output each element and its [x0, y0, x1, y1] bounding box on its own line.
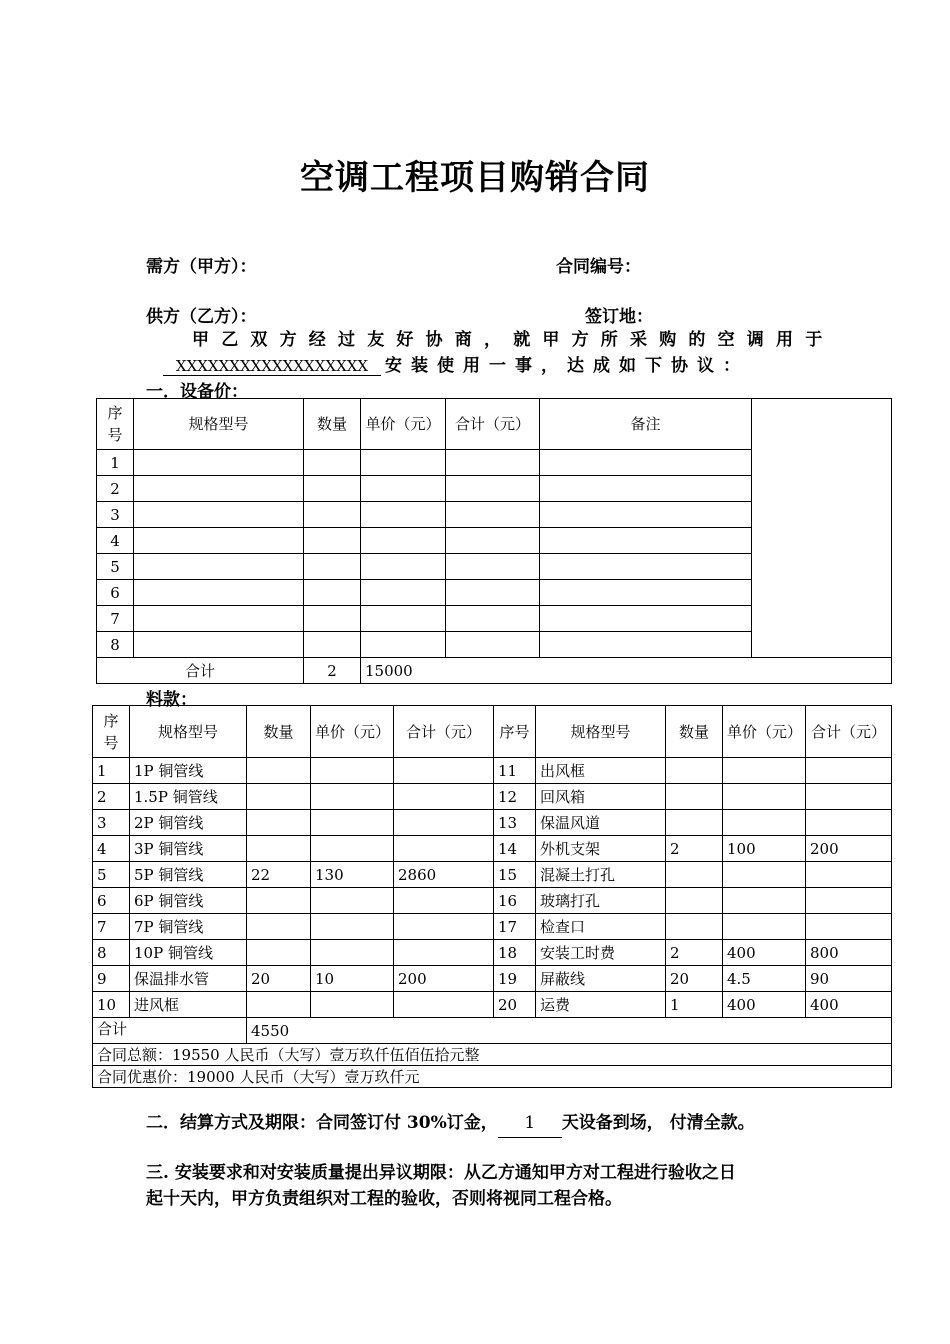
table-row [93, 914, 892, 940]
materials-left-price-cell [311, 810, 394, 836]
materials-header-unit-price: 单价（元） [311, 706, 394, 758]
materials-right-price-cell: 100 [723, 836, 806, 862]
settlement-line [146, 1109, 755, 1138]
equipment-seq: 2 [97, 476, 134, 502]
settlement-days: 1 [498, 1109, 562, 1138]
materials-header-qty: 数量 [247, 706, 311, 758]
equipment-seq: 6 [97, 580, 134, 606]
materials-right-total-cell [806, 784, 892, 810]
materials-left-qty-cell [247, 888, 311, 914]
materials-left-qty-cell [247, 836, 311, 862]
equipment-sum-total: 15000 [361, 658, 892, 684]
seller-label: 供方（乙方）： [146, 307, 257, 327]
materials-left-qty-cell [247, 758, 311, 784]
materials-left-spec-cell: 5P 铜管线 [130, 862, 247, 888]
materials-left-price-cell [311, 914, 394, 940]
materials-right-qty-cell [666, 862, 723, 888]
materials-left-qty-cell [247, 940, 311, 966]
materials-right-price-cell: 400 [723, 992, 806, 1018]
materials-right-spec-cell: 出风框 [536, 758, 666, 784]
equipment-seq: 1 [97, 450, 134, 476]
table-row [93, 758, 892, 784]
materials-right-price-cell: 4.5 [723, 966, 806, 992]
materials-right-seq-cell: 15 [494, 862, 536, 888]
equipment-header-row [97, 399, 892, 450]
materials-left-qty-cell [247, 784, 311, 810]
materials-right-spec-cell: 检查口 [536, 914, 666, 940]
materials-left-qty-cell: 20 [247, 966, 311, 992]
materials-left-spec-cell: 6P 铜管线 [130, 888, 247, 914]
materials-right-total-cell [806, 758, 892, 784]
materials-right-spec-cell: 外机支架 [536, 836, 666, 862]
contract-no-label: 合同编号： [556, 257, 641, 277]
equipment-header-remark: 备注 [540, 399, 752, 450]
materials-right-seq-cell: 19 [494, 966, 536, 992]
materials-left-seq-cell: 3 [93, 810, 130, 836]
materials-right-spec-cell: 玻璃打孔 [536, 888, 666, 914]
materials-left-seq-cell: 1 [93, 758, 130, 784]
equipment-seq: 8 [97, 632, 134, 658]
materials-left-price-cell [311, 992, 394, 1018]
materials-right-spec-cell: 混凝土打孔 [536, 862, 666, 888]
materials-left-spec-cell: 进风框 [130, 992, 247, 1018]
materials-right-qty-cell: 1 [666, 992, 723, 1018]
materials-left-spec-cell: 10P 铜管线 [130, 940, 247, 966]
equipment-header-qty: 数量 [304, 399, 361, 450]
materials-right-seq-cell: 14 [494, 836, 536, 862]
equipment-header-seq: 序号 [97, 399, 134, 450]
equipment-section-title: 一．设备价： [146, 382, 248, 402]
materials-left-spec-cell: 2P 铜管线 [130, 810, 247, 836]
materials-left-spec-cell: 1.5P 铜管线 [130, 784, 247, 810]
materials-left-seq-cell: 10 [93, 992, 130, 1018]
materials-right-total-cell: 800 [806, 940, 892, 966]
materials-right-qty-cell: 2 [666, 836, 723, 862]
installation-line-1: 三. 安装要求和对安装质量提出异议期限：从乙方通知甲方对工程进行验收之日 [146, 1163, 736, 1183]
materials-sum-row [93, 1018, 892, 1044]
materials-right-qty-cell: 2 [666, 940, 723, 966]
materials-right-spec-cell: 运费 [536, 992, 666, 1018]
equipment-sum-qty: 2 [304, 658, 361, 684]
materials-right-seq-cell: 11 [494, 758, 536, 784]
equipment-side-cell [752, 399, 892, 658]
materials-right-qty-cell: 20 [666, 966, 723, 992]
equipment-sum-label: 合计 [97, 658, 304, 684]
table-row [93, 966, 892, 992]
materials-left-price-cell: 10 [311, 966, 394, 992]
materials-body [93, 758, 892, 1018]
equipment-sum-row [97, 658, 892, 684]
materials-header-seq: 序号 [93, 706, 130, 758]
table-row [93, 810, 892, 836]
materials-sum-label: 合计 [93, 1018, 247, 1044]
materials-right-price-cell: 400 [723, 940, 806, 966]
page-title: 空调工程项目购销合同 [300, 158, 650, 198]
equipment-seq: 5 [97, 554, 134, 580]
materials-left-seq-cell: 8 [93, 940, 130, 966]
materials-left-total-cell [394, 836, 494, 862]
table-row [93, 992, 892, 1018]
equipment-seq: 4 [97, 528, 134, 554]
materials-left-total-cell [394, 992, 494, 1018]
materials-right-price-cell [723, 914, 806, 940]
materials-left-total-cell: 2860 [394, 862, 494, 888]
materials-right-qty-cell [666, 810, 723, 836]
materials-right-qty-cell [666, 888, 723, 914]
materials-left-total-cell [394, 784, 494, 810]
sign-place-label: 签订地： [585, 307, 653, 327]
equipment-header-total: 合计（元） [446, 399, 540, 450]
materials-right-seq-cell: 16 [494, 888, 536, 914]
table-row [93, 784, 892, 810]
materials-right-total-cell [806, 810, 892, 836]
materials-left-price-cell [311, 888, 394, 914]
settlement-suffix: 天设备到场， 付清全款。 [561, 1113, 755, 1133]
materials-left-qty-cell: 22 [247, 862, 311, 888]
equipment-table [96, 398, 892, 684]
materials-right-price-cell [723, 888, 806, 914]
materials-left-price-cell [311, 940, 394, 966]
materials-left-price-cell [311, 758, 394, 784]
materials-header-qty-2: 数量 [666, 706, 723, 758]
materials-right-qty-cell [666, 758, 723, 784]
materials-right-seq-cell: 18 [494, 940, 536, 966]
discount-price: 合同优惠价：19000 人民币（大写）壹万玖仟元 [93, 1066, 892, 1088]
materials-left-spec-cell: 保温排水管 [130, 966, 247, 992]
intro-line-2 [163, 351, 749, 376]
installation-line-2: 起十天内，甲方负责组织对工程的验收，否则将视同工程合格。 [146, 1189, 622, 1209]
settlement-prefix: 二．结算方式及期限：合同签订付 30%订金， [146, 1113, 498, 1133]
materials-right-price-cell [723, 758, 806, 784]
materials-left-seq-cell: 6 [93, 888, 130, 914]
materials-sum-value: 4550 [247, 1018, 892, 1044]
intro-blank: XXXXXXXXXXXXXXXXXX [163, 357, 381, 376]
materials-header-spec-2: 规格型号 [536, 706, 666, 758]
materials-left-qty-cell [247, 810, 311, 836]
discount-price-row [93, 1066, 892, 1088]
table-row [93, 888, 892, 914]
materials-left-total-cell: 200 [394, 966, 494, 992]
materials-left-seq-cell: 4 [93, 836, 130, 862]
materials-header-row [93, 706, 892, 758]
materials-header-total: 合计（元） [394, 706, 494, 758]
materials-right-seq-cell: 17 [494, 914, 536, 940]
table-row [93, 862, 892, 888]
materials-left-seq-cell: 7 [93, 914, 130, 940]
materials-header-total-2: 合计（元） [806, 706, 892, 758]
materials-right-seq-cell: 13 [494, 810, 536, 836]
materials-left-spec-cell: 3P 铜管线 [130, 836, 247, 862]
materials-left-price-cell [311, 784, 394, 810]
materials-left-total-cell [394, 940, 494, 966]
equipment-header-spec: 规格型号 [134, 399, 304, 450]
materials-right-price-cell [723, 862, 806, 888]
equipment-seq: 3 [97, 502, 134, 528]
materials-right-total-cell [806, 862, 892, 888]
materials-right-qty-cell [666, 914, 723, 940]
materials-right-spec-cell: 回风箱 [536, 784, 666, 810]
equipment-seq: 7 [97, 606, 134, 632]
materials-section-title: 料款： [146, 690, 197, 710]
contract-total: 合同总额：19550 人民币（大写）壹万玖仟伍佰伍拾元整 [93, 1044, 892, 1066]
table-row [93, 836, 892, 862]
materials-left-price-cell: 130 [311, 862, 394, 888]
materials-right-seq-cell: 12 [494, 784, 536, 810]
materials-left-qty-cell [247, 992, 311, 1018]
materials-left-seq-cell: 9 [93, 966, 130, 992]
materials-right-total-cell [806, 914, 892, 940]
materials-header-spec: 规格型号 [130, 706, 247, 758]
intro-line-2-text: 安装使用一事，达成如下协议： [385, 356, 749, 376]
materials-left-total-cell [394, 914, 494, 940]
materials-table [92, 705, 892, 1088]
materials-left-price-cell [311, 836, 394, 862]
materials-right-total-cell: 90 [806, 966, 892, 992]
materials-right-spec-cell: 安装工时费 [536, 940, 666, 966]
materials-left-total-cell [394, 758, 494, 784]
contract-total-row [93, 1044, 892, 1066]
materials-right-price-cell [723, 784, 806, 810]
materials-right-spec-cell: 保温风道 [536, 810, 666, 836]
buyer-label: 需方（甲方）： [146, 257, 257, 277]
table-row [93, 940, 892, 966]
materials-left-spec-cell: 1P 铜管线 [130, 758, 247, 784]
materials-right-total-cell: 200 [806, 836, 892, 862]
materials-left-seq-cell: 5 [93, 862, 130, 888]
materials-right-price-cell [723, 810, 806, 836]
materials-left-seq-cell: 2 [93, 784, 130, 810]
materials-right-total-cell [806, 888, 892, 914]
materials-left-total-cell [394, 810, 494, 836]
equipment-header-unit-price: 单价（元） [361, 399, 446, 450]
materials-right-spec-cell: 屏蔽线 [536, 966, 666, 992]
intro-line-1: 甲乙双方经过友好协商，就甲方所采购的空调用于 [192, 330, 835, 350]
materials-left-qty-cell [247, 914, 311, 940]
materials-left-spec-cell: 7P 铜管线 [130, 914, 247, 940]
materials-header-unit-price-2: 单价（元） [723, 706, 806, 758]
materials-right-qty-cell [666, 784, 723, 810]
materials-right-seq-cell: 20 [494, 992, 536, 1018]
materials-header-seq-2: 序号 [494, 706, 536, 758]
materials-left-total-cell [394, 888, 494, 914]
materials-right-total-cell: 400 [806, 992, 892, 1018]
